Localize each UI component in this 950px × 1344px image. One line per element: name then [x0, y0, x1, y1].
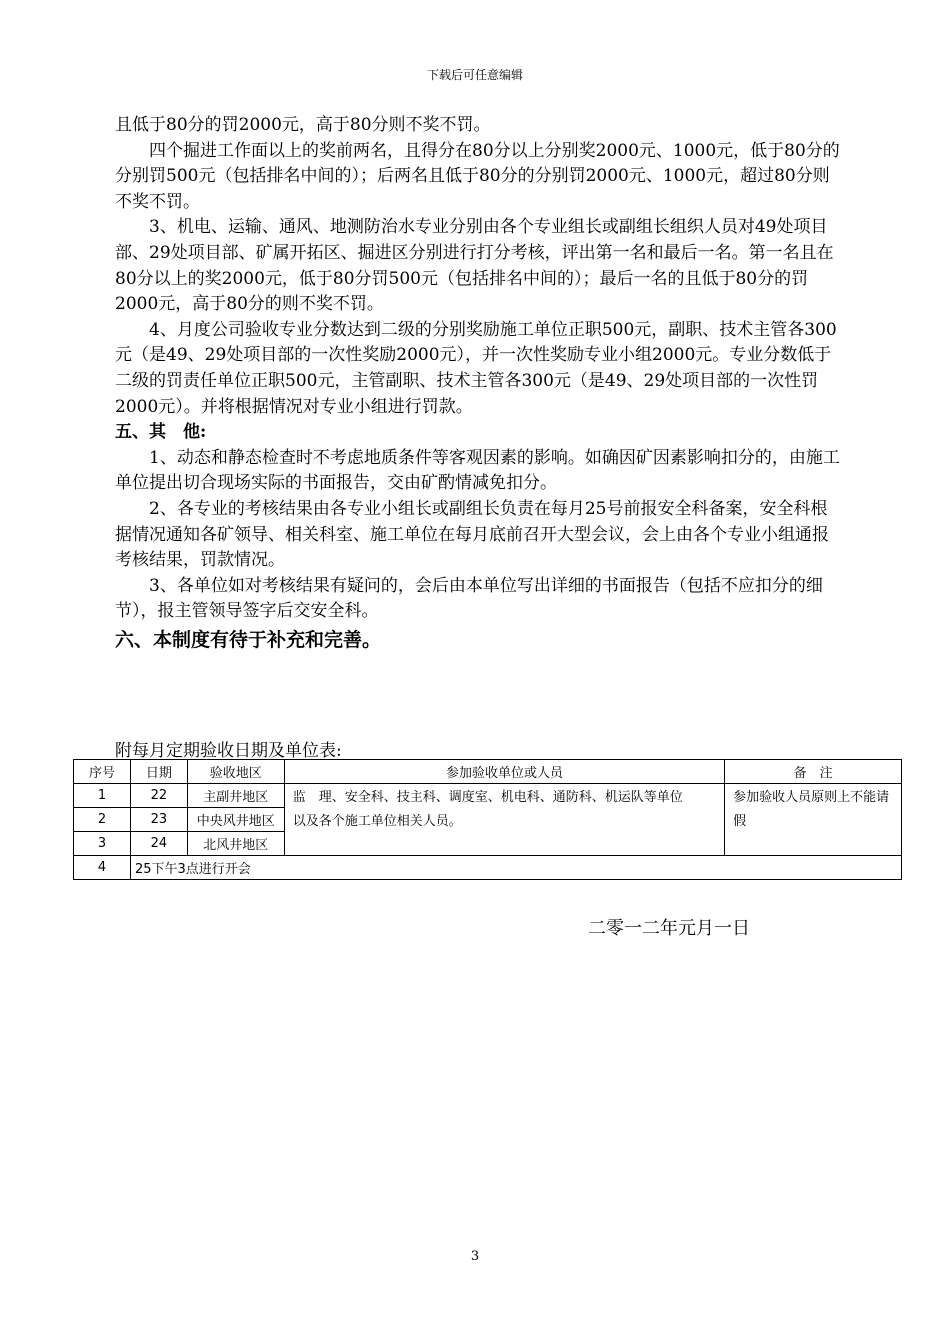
- section-heading: 五、其 他:: [115, 422, 207, 443]
- paragraph: 1、动态和静态检查时不考虑地质条件等客观因素的影响。如确因矿因素影响扣分的，由施工单位提出切合现场实际的书面报告，交由矿酌情减免扣分。: [115, 447, 840, 494]
- table-row: [74, 784, 902, 808]
- paragraph: 4、月度公司验收专业分数达到二级的分别奖励施工单位正职500元，副职、技术主管各300元（是49、29处项目部的一次性奖励2000元），并一次性奖励专业小组2000元。专业分数低于二级的罚责任单位正职500元，主管副职、技术主管各300元（是49、29处项目部的一次性罚2000元）。并将根据情况对专业小组进行罚款。: [115, 319, 837, 417]
- table-header: 序号: [74, 760, 131, 784]
- paragraph: 四个掘进工作面以上的奖前两名，且得分在80分以上分别奖2000元、1000元，低于80分的分别罚500元（包括排名中间的）；后两名且低于80分的分别罚2000元、1000元，超过80分则不奖不罚。: [115, 140, 840, 212]
- table-header: 备 注: [725, 760, 902, 784]
- participants-cell: 监 理、安全科、技主科、调度室、机电科、通防科、机运队等单位以及各个施工单位相关人员。: [284, 784, 724, 856]
- table-header: 参加验收单位或人员: [284, 760, 724, 784]
- table-header-row: [74, 760, 902, 784]
- page-header: 下载后可任意编辑: [426, 68, 523, 82]
- row-number: 1: [74, 784, 131, 808]
- remark-cell: 参加验收人员原则上不能请假: [725, 784, 902, 856]
- appendix-title: 附每月定期验收日期及单位表:: [115, 741, 342, 761]
- row-area: 中央风井地区: [187, 808, 284, 832]
- row-number: 2: [74, 808, 131, 832]
- row-date: 24: [130, 832, 187, 856]
- table-header: 日期: [130, 760, 187, 784]
- document-body: [115, 113, 840, 655]
- table-header: 验收地区: [187, 760, 284, 784]
- page-number: 3: [470, 1249, 480, 1264]
- paragraph: 且低于80分的罚2000元，高于80分则不奖不罚。: [115, 115, 491, 135]
- document-date: 二零一二年元月一日: [588, 918, 750, 939]
- meeting-note: 25下午3点进行开会: [130, 856, 901, 880]
- row-area: 主副井地区: [187, 784, 284, 808]
- schedule-table: [73, 759, 902, 880]
- row-number: 3: [74, 832, 131, 856]
- row-date: 23: [130, 808, 187, 832]
- row-area: 北风井地区: [187, 832, 284, 856]
- section-heading: 六、本制度有待于补充和完善。: [115, 628, 382, 651]
- paragraph: 3、各单位如对考核结果有疑问的，会后由本单位写出详细的书面报告（包括不应扣分的细节），报主管领导签字后交安全科。: [115, 575, 823, 622]
- row-number: 4: [74, 856, 131, 880]
- paragraph: 2、各专业的考核结果由各专业小组长或副组长负责在每月25号前报安全科备案，安全科根据情况通知各矿领导、相关科室、施工单位在每月底前召开大型会议，会上由各个专业小组通报考核结果，罚款情况。: [115, 498, 829, 571]
- paragraph: 3、机电、运输、通风、地测防治水专业分别由各个专业组长或副组长组织人员对49处项目部、29处项目部、矿属开拓区、掘进区分别进行打分考核，评出第一名和最后一名。第一名且在80分以上的奖2000元，低于80分罚500元（包括排名中间的）；最后一名的且低于80分的罚2000元，高于80分的则不奖不罚。: [115, 217, 834, 315]
- row-date: 22: [130, 784, 187, 808]
- table-row: [74, 856, 902, 880]
